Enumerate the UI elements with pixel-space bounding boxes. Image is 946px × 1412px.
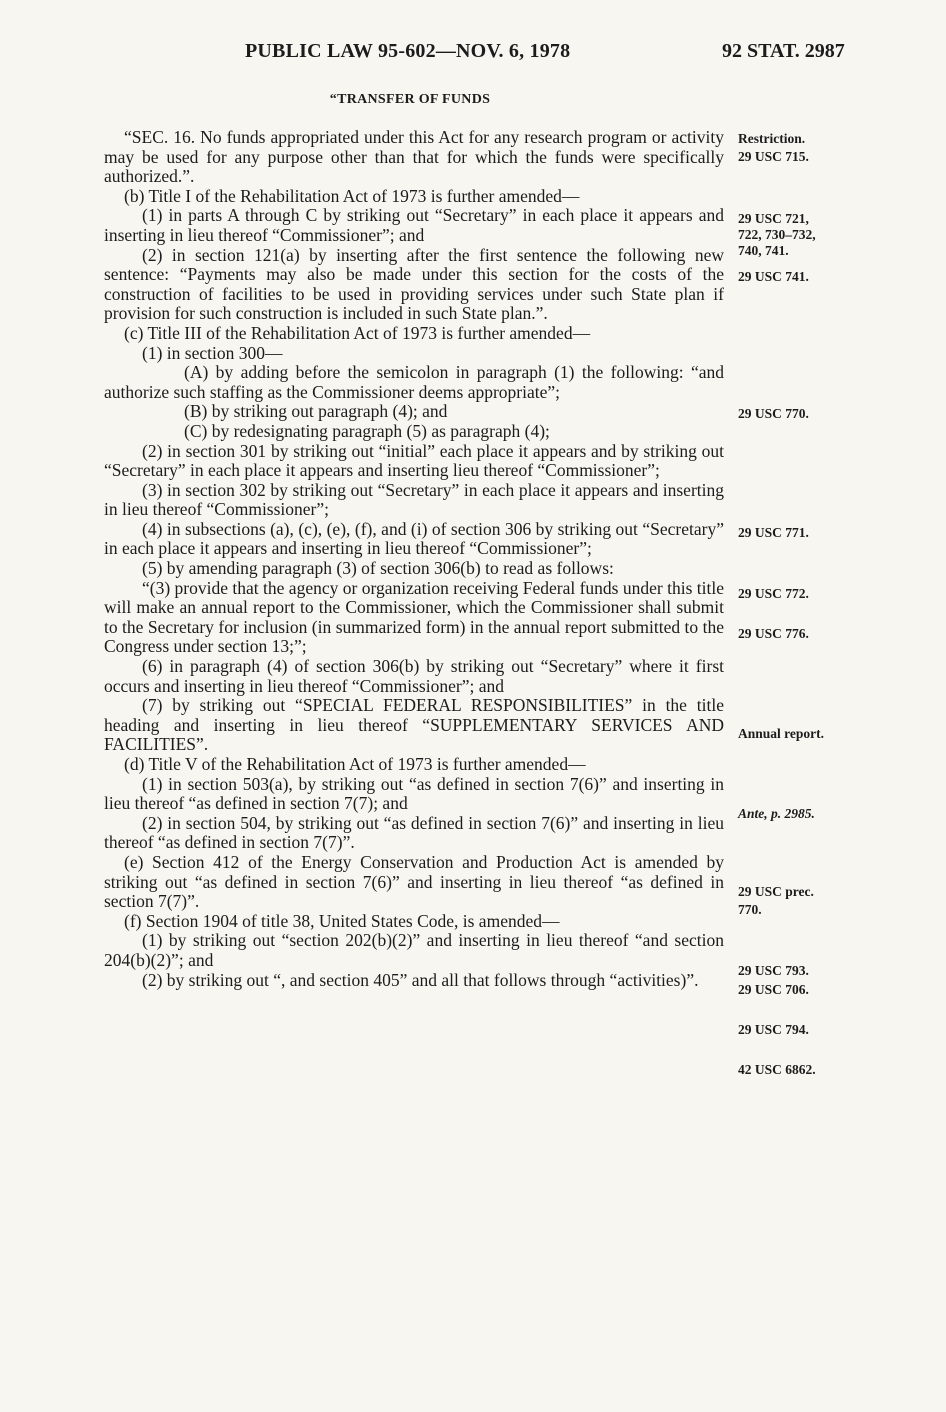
margin-note-usc776: 29 USC 776. bbox=[738, 626, 809, 641]
paragraph-sec16: “SEC. 16. No funds appropriated under this Act for any research program or activity may be used for any purpose other than that for which the funds were specifically authorized.”. bbox=[104, 127, 724, 187]
paragraph-e: (e) Section 412 of the Energy Conservation and Production Act is amended by striking out “as defined in section 7(6)” and inserting in lieu thereof “as defined in section 7(7)”. bbox=[104, 851, 724, 912]
paragraph-c2: (2) in section 301 by striking out “initial” each place it appears and by striking out “Secretary” in each place it appears and inserting lieu thereof “Commissioner”; bbox=[104, 440, 724, 481]
margin-note-usc772: 29 USC 772. bbox=[738, 586, 809, 601]
statute-body bbox=[104, 128, 724, 990]
page-header-stat-number: 92 STAT. 2987 bbox=[722, 40, 845, 62]
margin-note-usc-prec-770: 770. bbox=[738, 902, 762, 917]
margin-note-restriction: Restriction. bbox=[738, 131, 806, 146]
section-heading bbox=[0, 92, 820, 108]
paragraph-d2: (2) in section 504, by striking out “as defined in section 7(6)” and inserting in lieu thereof “as defined in section 7(7)”. bbox=[104, 812, 724, 853]
margin-note-annual-report: Annual report. bbox=[738, 726, 825, 741]
margin-note-ante: Ante, p. 2985. bbox=[738, 806, 815, 821]
margin-note-usc721: 29 USC 721, bbox=[738, 211, 809, 226]
margin-note-usc741: 29 USC 741. bbox=[738, 269, 809, 284]
paragraph-c6: (6) in paragraph (4) of section 306(b) by striking out “Secretary” where it first occurs and inserting in lieu thereof “Commissioner”; and bbox=[104, 656, 724, 696]
margin-note-usc794: 29 USC 794. bbox=[738, 1022, 809, 1037]
margin-note-usc706: 29 USC 706. bbox=[738, 982, 809, 997]
margin-note-usc770: 29 USC 770. bbox=[738, 406, 809, 421]
paragraph-c: (c) Title III of the Rehabilitation Act of 1973 is further amended— bbox=[124, 322, 591, 343]
margin-note-usc740: 740, 741. bbox=[738, 243, 789, 258]
section-heading-text: “TRANSFER OF FUNDS bbox=[329, 92, 491, 107]
paragraph-d1: (1) in section 503(a), by striking out “as defined in section 7(6)” and inserting in lieu thereof “as defined in section 7(7); and bbox=[104, 773, 724, 814]
paragraph-b1: (1) in parts A through C by striking out “Secretary” in each place it appears and inserting in lieu thereof “Commissioner”; and bbox=[104, 205, 724, 245]
paragraph-c1b: (B) by striking out paragraph (4); and bbox=[184, 401, 448, 422]
margin-note-usc722: 722, 730–732, bbox=[738, 227, 816, 242]
paragraph-c5-quote: “(3) provide that the agency or organization receiving Federal funds under this title will make an annual report to the Commissioner, which the Commissioner shall submit to the Secretary for inclusion (in summarized form) in the annual report submitted to the Congress under section 13;”; bbox=[104, 577, 724, 657]
paragraph-c1: (1) in section 300— bbox=[142, 342, 283, 363]
paragraph-f: (f) Section 1904 of title 38, United States Code, is amended— bbox=[124, 910, 560, 931]
paragraph-c1c: (C) by redesignating paragraph (5) as paragraph (4); bbox=[184, 420, 550, 441]
paragraph-b2: (2) in section 121(a) by inserting after the first sentence the following new sentence: “Payments may also be made under this section for the costs of the construction of facilities to be used in providing services under such State plan if provision for such construction is included in such State plan.”. bbox=[104, 244, 724, 324]
paragraph-d: (d) Title V of the Rehabilitation Act of 1973 is further amended— bbox=[124, 754, 586, 774]
margin-note-usc6862: 42 USC 6862. bbox=[738, 1062, 816, 1077]
page-header-law-date: PUBLIC LAW 95-602—NOV. 6, 1978 bbox=[245, 40, 571, 62]
margin-note-usc793: 29 USC 793. bbox=[738, 963, 809, 978]
paragraph-f2: (2) by striking out “, and section 405” and all that follows through “activities)”. bbox=[142, 969, 699, 990]
margin-note-usc715: 29 USC 715. bbox=[738, 149, 809, 164]
paragraph-b: (b) Title I of the Rehabilitation Act of 1973 is further amended— bbox=[124, 185, 580, 206]
margin-note-usc-prec: 29 USC prec. bbox=[738, 884, 814, 899]
paragraph-c4: (4) in subsections (a), (c), (e), (f), and (i) of section 306 by striking out “Secretary” in each place it appears and inserting in lieu thereof “Commissioner”; bbox=[104, 518, 724, 559]
paragraph-c3: (3) in section 302 by striking out “Secretary” in each place it appears and inserting in lieu thereof “Commissioner”; bbox=[104, 479, 724, 520]
margin-note-usc771: 29 USC 771. bbox=[738, 525, 809, 540]
paragraph-c7: (7) by striking out “SPECIAL FEDERAL RESPONSIBILITIES” in the title heading and inserting in lieu thereof “SUPPLEMENTARY SERVICES AND FACILITIES”. bbox=[104, 695, 724, 755]
paragraph-c5: (5) by amending paragraph (3) of section 306(b) to read as follows: bbox=[142, 558, 614, 579]
paragraph-c1a: (A) by adding before the semicolon in paragraph (1) the following: “and authorize such staffing as the Commissioner deems appropriate”; bbox=[104, 362, 724, 402]
paragraph-f1: (1) by striking out “section 202(b)(2)” and inserting in lieu thereof “and section 204(b)(2)”; and bbox=[104, 930, 724, 970]
